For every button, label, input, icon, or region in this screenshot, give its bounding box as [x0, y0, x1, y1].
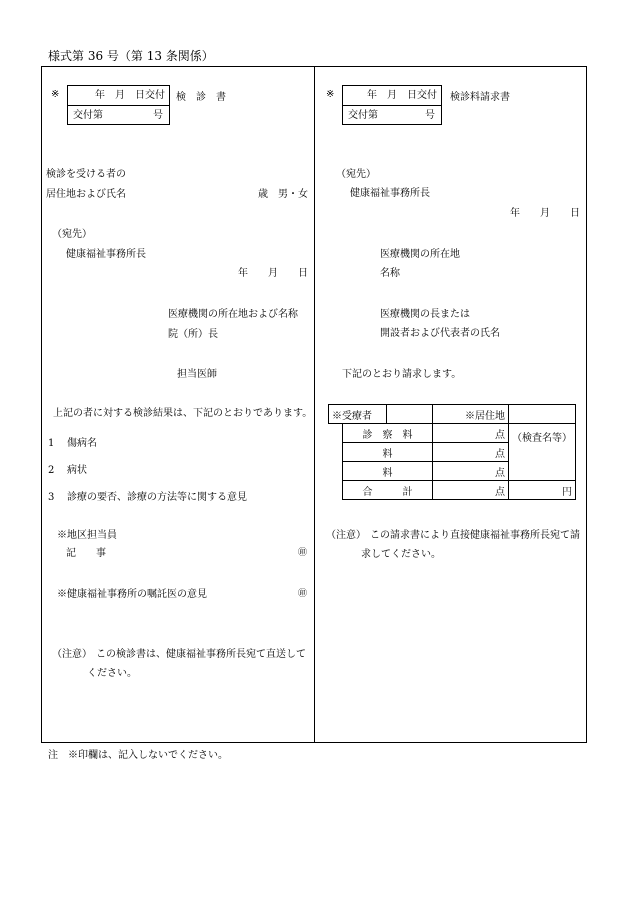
item-3-number: 3: [48, 492, 55, 503]
left-doctor-label: 担当医師: [177, 369, 217, 380]
left-date: 年 月 日: [238, 268, 308, 279]
institution-name-label: 名称: [380, 268, 400, 279]
consultant-opinion-label: ※健康福祉事務所の嘱託医の意見: [57, 589, 207, 600]
subject-residence-name-label: 居住地および氏名: [46, 189, 126, 200]
fee-row-2-label: 料: [343, 443, 433, 462]
right-document-title: 検診料請求書: [450, 92, 510, 103]
left-director-label: 院（所）長: [168, 329, 218, 340]
request-text: 下記のとおり請求します。: [342, 369, 462, 380]
form-number-title: 様式第 36 号（第 13 条関係）: [48, 49, 214, 63]
left-issue-stamp-box: [67, 85, 170, 125]
fee-row-2-unit: 点: [433, 443, 509, 462]
right-date: 年 月 日: [510, 208, 580, 219]
seal-mark-2: ㊞: [298, 589, 308, 599]
item-3-text: 診療の要否、診療の方法等に関する意見: [67, 492, 247, 503]
right-note-line2: 求してください。: [361, 549, 441, 560]
subject-heading: 検診を受ける者の: [46, 169, 126, 180]
item-1-number: 1: [48, 438, 55, 449]
footer-note: 注 ※印欄は、記入しないでください。: [48, 750, 228, 761]
residence-label-cell: ※居住地: [433, 405, 509, 424]
founder-representative-label: 開設者および代表者の氏名: [380, 328, 500, 339]
residence-value-cell[interactable]: [509, 405, 576, 424]
item-2-text: 病状: [67, 465, 87, 476]
item-1-text: 傷病名: [67, 438, 97, 449]
institution-head-label: 医療機関の長または: [380, 309, 470, 320]
left-issue-number-suffix: 号: [153, 110, 163, 121]
left-institution-label: 医療機関の所在地および名称: [168, 309, 298, 320]
record-label: 記 事: [66, 548, 106, 559]
left-issue-date-label: 年 月 日交付: [95, 90, 165, 101]
patient-label-cell: ※受療者: [329, 405, 387, 424]
subject-age-sex: 歳 男・女: [258, 189, 308, 200]
right-addressee: 健康福祉事務所長: [350, 188, 430, 199]
patient-value-cell[interactable]: [387, 405, 433, 424]
fee-row-3-unit: 点: [433, 462, 509, 481]
total-row: [329, 481, 576, 500]
right-note-line1: この請求書により直接健康福祉事務所長宛て請: [370, 530, 580, 541]
table-indent-cell: [329, 424, 343, 500]
fee-row-3-label: 料: [343, 462, 433, 481]
fee-row-1-unit: 点: [433, 424, 509, 443]
item-2-number: 2: [48, 465, 55, 476]
right-note-label: （注意）: [326, 530, 366, 541]
right-issue-stamp-box: [342, 85, 442, 125]
district-staff-label: ※地区担当員: [57, 530, 117, 541]
left-official-mark: ※: [51, 89, 60, 100]
left-addressee: 健康福祉事務所長: [66, 249, 146, 260]
patient-row: [329, 405, 576, 424]
total-yen-unit: 円: [509, 481, 576, 500]
left-addressee-label: （宛先）: [52, 229, 92, 240]
total-points-unit: 点: [433, 481, 509, 500]
institution-address-label: 医療機関の所在地: [380, 249, 460, 260]
left-document-title: 検 診 書: [176, 92, 226, 103]
left-note-label: （注意）: [52, 649, 92, 660]
right-issue-number-suffix: 号: [425, 110, 435, 121]
center-divider: [314, 66, 315, 743]
left-note-line2: ください。: [87, 668, 137, 679]
left-intro-text: 上記の者に対する検診結果は、下記のとおりであります。: [53, 408, 313, 419]
right-official-mark: ※: [326, 89, 335, 100]
right-issue-date-label: 年 月 日交付: [367, 90, 437, 101]
left-note-line1: この検診書は、健康福祉事務所長宛て直送して: [96, 649, 306, 660]
left-issue-number-prefix: 交付第: [73, 110, 103, 121]
exam-name-cell: （検査名等）: [509, 424, 576, 481]
fee-row-1-label: 診 察 料: [343, 424, 433, 443]
fee-row: [329, 424, 576, 443]
right-addressee-label: （宛先）: [336, 169, 376, 180]
total-label: 合 計: [343, 481, 433, 500]
fee-claim-table: [328, 404, 576, 500]
seal-mark-1: ㊞: [298, 548, 308, 558]
right-issue-number-prefix: 交付第: [348, 110, 378, 121]
